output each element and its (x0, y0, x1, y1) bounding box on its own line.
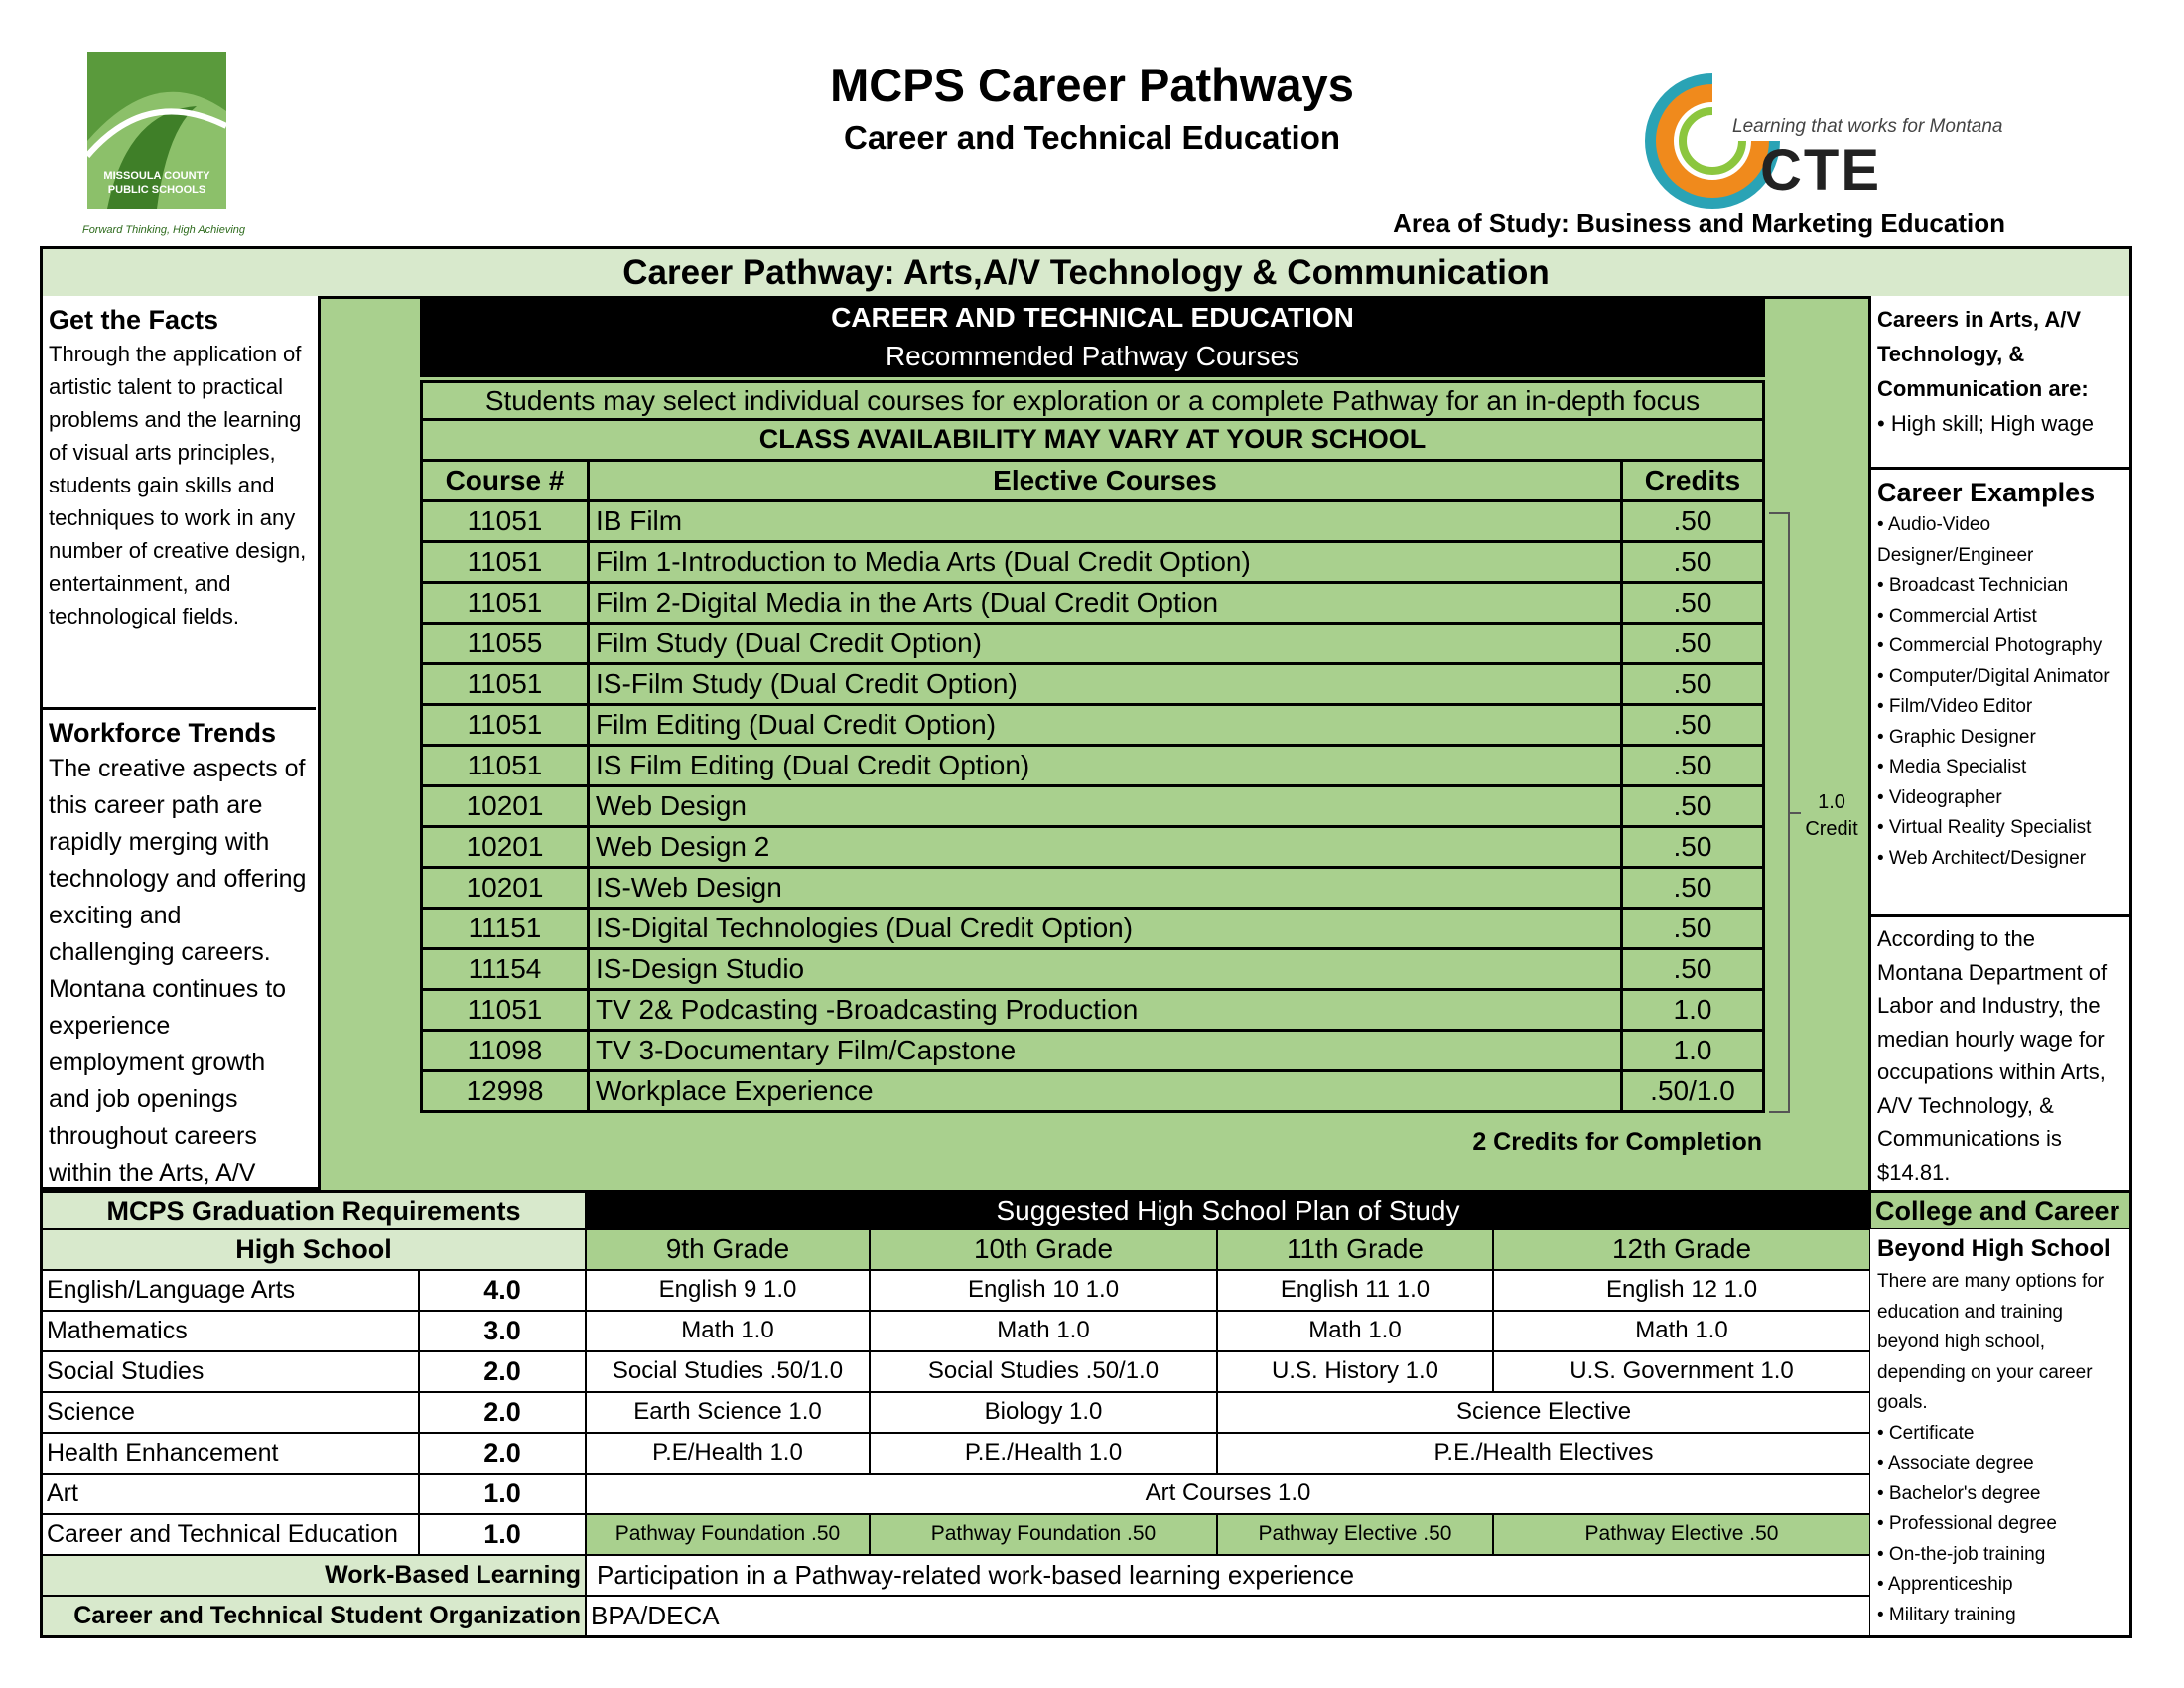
grad-subject: Mathematics (42, 1311, 419, 1351)
plan-cte-cell: Pathway Foundation .50 (586, 1514, 870, 1555)
course-num: 11151 (423, 910, 590, 947)
ctso-label: Career and Technical Student Organization (42, 1596, 586, 1636)
career-example: • Broadcast Technician (1877, 575, 2069, 596)
grad-credits: 2.0 (419, 1392, 586, 1433)
plan-math-cell: Math 1.0 (586, 1311, 870, 1351)
beyond-text: There are many options for education and training beyond high school, depending on your career goals. (1877, 1271, 2105, 1413)
careers-bullet: • High skill; High wage (1877, 411, 2095, 436)
career-example: • Virtual Reality Specialist (1877, 817, 2092, 838)
beyond-heading: Beyond High School (1877, 1235, 2111, 1262)
plan-art-cell: Art Courses 1.0 (586, 1474, 1870, 1514)
select-note: Students may select individual courses for exploration or a complete Pathway for an in-depth focus (420, 380, 1765, 421)
bracket-label-2: Credit (1805, 818, 1858, 840)
career-example: • Audio-Video Designer/Engineer (1877, 514, 2034, 566)
plan-social-cell: U.S. Government 1.0 (1493, 1351, 1870, 1392)
wbl-label: Work-Based Learning (42, 1555, 586, 1596)
course-credits: 1.0 (1673, 1035, 1712, 1065)
course-credits: .50 (1673, 913, 1712, 943)
plan-cte-cell: Pathway Elective .50 (1217, 1514, 1493, 1555)
course-name: TV 3-Documentary Film/Capstone (590, 1032, 1623, 1069)
grad-credits: 2.0 (419, 1351, 586, 1392)
course-num: 11098 (423, 1032, 590, 1069)
course-row (420, 910, 1765, 950)
bracket-label (1797, 789, 1866, 843)
grade-11-header: 11th Grade (1217, 1229, 1493, 1270)
career-example: • Videographer (1877, 786, 2002, 808)
course-num: 11051 (423, 543, 590, 581)
plan-cte-cell: Pathway Elective .50 (1493, 1514, 1870, 1555)
course-credits: .50 (1673, 709, 1712, 740)
grad-credits: 4.0 (419, 1270, 586, 1311)
grade-9-header: 9th Grade (586, 1229, 870, 1270)
course-name: IS-Film Study (Dual Credit Option) (590, 665, 1623, 703)
course-credits: .50 (1673, 750, 1712, 780)
course-num: 10201 (423, 869, 590, 907)
wbl-value: Participation in a Pathway-related work-based learning experience (586, 1555, 1870, 1596)
course-credits: .50 (1673, 505, 1712, 536)
course-num: 11051 (423, 706, 590, 744)
course-row (420, 991, 1765, 1032)
plan-english-cell: English 12 1.0 (1493, 1270, 1870, 1311)
cte-logo (1643, 71, 2060, 211)
course-row (420, 1032, 1765, 1072)
facts-heading: Get the Facts (49, 305, 219, 335)
page-title: MCPS Career Pathways (830, 59, 1354, 111)
cte-banner (420, 298, 1765, 377)
career-example: • Graphic Designer (1877, 726, 2036, 748)
examples-list (1877, 510, 2123, 874)
course-name: Film Study (Dual Credit Option) (590, 625, 1623, 662)
plan-health-cell: P.E./Health 1.0 (870, 1433, 1217, 1474)
course-credits: .50 (1673, 668, 1712, 699)
beyond-box (1871, 1231, 2129, 1636)
course-row (420, 584, 1765, 625)
course-name: Film 1-Introduction to Media Arts (Dual Credit Option) (590, 543, 1623, 581)
course-credits: .50 (1673, 831, 1712, 862)
course-row (420, 625, 1765, 665)
plan-science-cell: Earth Science 1.0 (586, 1392, 870, 1433)
course-row (420, 787, 1765, 828)
course-num: 11051 (423, 665, 590, 703)
career-example: • Computer/Digital Animator (1877, 665, 2110, 687)
workforce-trends-box (43, 711, 316, 1188)
area-of-study: Area of Study: Business and Marketing Education (1393, 209, 2005, 238)
course-credits: 1.0 (1673, 994, 1712, 1025)
banner-line2: Recommended Pathway Courses (885, 341, 1300, 371)
wage-box (1871, 918, 2129, 1190)
wage-text: According to the Montana Department of Labor and Industry, the median hourly wage for occupations within Arts, A/V Technology, & Communications is $14.81. (1877, 926, 2108, 1185)
availability-note: CLASS AVAILABILITY MAY VARY AT YOUR SCHOOL (420, 421, 1765, 462)
course-name: Film 2-Digital Media in the Arts (Dual Credit Option (590, 584, 1623, 622)
course-name: Web Design 2 (590, 828, 1623, 866)
careers-intro-box (1871, 298, 2129, 470)
course-name: IS Film Editing (Dual Credit Option) (590, 747, 1623, 784)
education-option: • Apprenticeship (1877, 1574, 2013, 1595)
page-subtitle: Career and Technical Education (843, 119, 1341, 156)
course-row (420, 950, 1765, 991)
col-course-num: Course # (423, 462, 590, 499)
education-option: • On-the-job training (1877, 1543, 2046, 1565)
education-option: • Professional degree (1877, 1513, 2057, 1534)
course-name: IB Film (590, 502, 1623, 540)
course-row (420, 706, 1765, 747)
course-credits: .50 (1673, 872, 1712, 903)
bracket-label-1: 1.0 (1818, 791, 1845, 813)
plan-social-cell: Social Studies .50/1.0 (586, 1351, 870, 1392)
grad-credits: 2.0 (419, 1433, 586, 1474)
grad-subject: Art (42, 1474, 419, 1514)
course-name: IS-Design Studio (590, 950, 1623, 988)
trends-heading: Workforce Trends (49, 718, 277, 748)
grad-heading: MCPS Graduation Requirements (42, 1192, 586, 1229)
grad-subject: Health Enhancement (42, 1433, 419, 1474)
plan-science-cell: Biology 1.0 (870, 1392, 1217, 1433)
course-table-header (420, 462, 1765, 502)
plan-english-cell: English 9 1.0 (586, 1270, 870, 1311)
course-row (420, 665, 1765, 706)
education-option: • Bachelor's degree (1877, 1482, 2041, 1504)
grad-credits: 1.0 (419, 1514, 586, 1555)
mcps-logo-text: MISSOULA COUNTY PUBLIC SCHOOLS (103, 170, 210, 196)
careers-intro: Careers in Arts, A/V Technology, & Communication are: (1877, 307, 2089, 401)
plan-english-cell: English 11 1.0 (1217, 1270, 1493, 1311)
career-examples-box (1871, 471, 2129, 917)
course-num: 11154 (423, 950, 590, 988)
plan-social-cell: Social Studies .50/1.0 (870, 1351, 1217, 1392)
course-row (420, 747, 1765, 787)
cte-tagline: Learning that works for Montana (1732, 116, 2003, 137)
course-row (420, 869, 1765, 910)
course-row (420, 1072, 1765, 1113)
grad-credits: 1.0 (419, 1474, 586, 1514)
grad-subject: English/Language Arts (42, 1270, 419, 1311)
course-name: Film Editing (Dual Credit Option) (590, 706, 1623, 744)
plan-science-cell: Science Elective (1217, 1392, 1870, 1433)
education-option: • Certificate (1877, 1422, 1975, 1444)
pathway-title: Career Pathway: Arts,A/V Technology & Communication (40, 246, 2132, 296)
grad-subject: Science (42, 1392, 419, 1433)
course-num: 10201 (423, 828, 590, 866)
plan-math-cell: Math 1.0 (1493, 1311, 1870, 1351)
plan-health-cell: P.E./Health Electives (1217, 1433, 1870, 1474)
examples-heading: Career Examples (1877, 478, 2096, 507)
grad-credits: 3.0 (419, 1311, 586, 1351)
course-num: 11051 (423, 502, 590, 540)
education-option: • Associate degree (1877, 1453, 2034, 1474)
course-row (420, 502, 1765, 543)
get-the-facts-box (43, 298, 316, 710)
course-num: 11051 (423, 584, 590, 622)
mcps-tagline: Forward Thinking, High Achieving (81, 224, 246, 236)
col-elective-courses: Elective Courses (590, 462, 1623, 499)
course-credits: .50 (1673, 953, 1712, 984)
cte-wordmark: CTE (1760, 138, 1881, 203)
ctso-value: BPA/DECA (586, 1596, 1870, 1636)
grade-12-header: 12th Grade (1493, 1229, 1870, 1270)
course-name: IS-Digital Technologies (Dual Credit Option) (590, 910, 1623, 947)
career-example: • Commercial Photography (1877, 635, 2103, 656)
course-row (420, 543, 1765, 584)
completion-note: 2 Credits for Completion (1472, 1128, 1762, 1156)
options-list (1877, 1419, 2123, 1631)
course-num: 12998 (423, 1072, 590, 1110)
grade-10-header: 10th Grade (870, 1229, 1217, 1270)
course-credits: .50/1.0 (1650, 1075, 1735, 1106)
course-num: 11051 (423, 991, 590, 1029)
plan-heading: Suggested High School Plan of Study (586, 1192, 1870, 1229)
plan-english-cell: English 10 1.0 (870, 1270, 1217, 1311)
course-num: 10201 (423, 787, 590, 825)
banner-line1: CAREER AND TECHNICAL EDUCATION (831, 302, 1354, 333)
course-num: 11055 (423, 625, 590, 662)
course-credits: .50 (1673, 587, 1712, 618)
trends-text: The creative aspects of this career path are rapidly merging with technology and offering exciting and challenging careers. Montana continues to experience employment growth and job openings throughout careers within the Arts, A/V (49, 755, 307, 1187)
plan-math-cell: Math 1.0 (870, 1311, 1217, 1351)
career-example: • Film/Video Editor (1877, 696, 2033, 717)
course-credits: .50 (1673, 628, 1712, 658)
course-name: IS-Web Design (590, 869, 1623, 907)
course-row (420, 828, 1765, 869)
grad-subject: Career and Technical Education (42, 1514, 419, 1555)
facts-text: Through the application of artistic talent to practical problems and the learning of visual arts principles, students gain skills and techniques to work in any number of creative design, entertainment, and technological fields. (49, 342, 307, 629)
college-heading: College and Career (1870, 1192, 2130, 1229)
course-num: 11051 (423, 747, 590, 784)
career-example: • Commercial Artist (1877, 605, 2037, 627)
course-name: TV 2& Podcasting -Broadcasting Production (590, 991, 1623, 1029)
grad-subheading: High School (42, 1229, 586, 1270)
course-credits: .50 (1673, 546, 1712, 577)
career-example: • Web Architect/Designer (1877, 847, 2087, 869)
plan-cte-cell: Pathway Foundation .50 (870, 1514, 1217, 1555)
grad-subject: Social Studies (42, 1351, 419, 1392)
plan-health-cell: P.E/Health 1.0 (586, 1433, 870, 1474)
course-credits: .50 (1673, 790, 1712, 821)
plan-social-cell: U.S. History 1.0 (1217, 1351, 1493, 1392)
career-example: • Media Specialist (1877, 757, 2027, 777)
course-name: Workplace Experience (590, 1072, 1623, 1110)
plan-math-cell: Math 1.0 (1217, 1311, 1493, 1351)
col-credits: Credits (1644, 465, 1741, 495)
education-option: • Military training (1877, 1604, 2016, 1625)
course-name: Web Design (590, 787, 1623, 825)
